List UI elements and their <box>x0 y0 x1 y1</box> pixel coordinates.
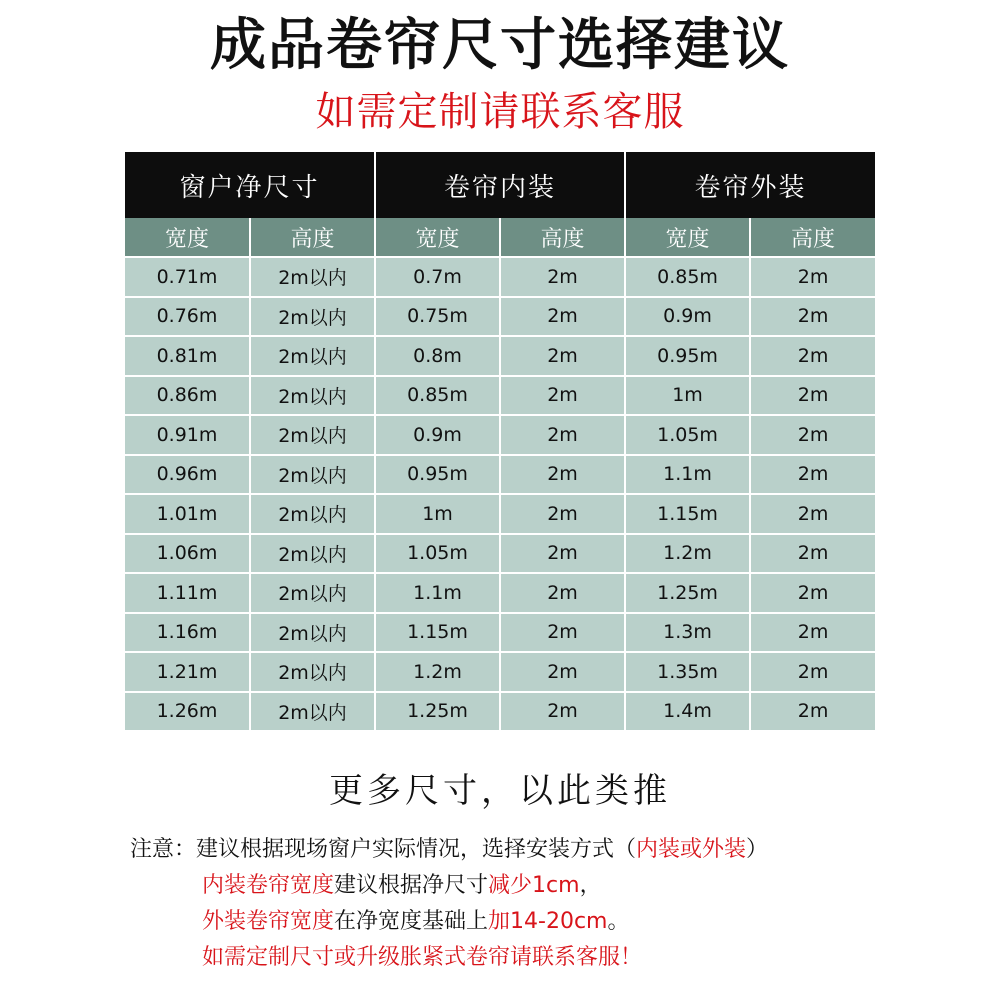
note-line-3-red-1: 外装卷帘宽度 <box>202 909 335 934</box>
table-cell: 2m <box>750 455 875 495</box>
table-cell: 0.95m <box>375 455 500 495</box>
table-cell: 0.81m <box>125 336 250 376</box>
note-line-2-red-2: 减少1cm <box>488 873 580 898</box>
subheader-cell: 宽度 <box>625 218 750 257</box>
table-cell: 2m以内 <box>250 376 375 416</box>
table-row <box>125 534 875 574</box>
table-cell: 0.91m <box>125 415 250 455</box>
table-row <box>125 455 875 495</box>
table-cell: 2m以内 <box>250 415 375 455</box>
table-cell: 0.96m <box>125 455 250 495</box>
table-cell: 2m <box>500 613 625 653</box>
table-cell: 1.05m <box>625 415 750 455</box>
table-cell: 2m <box>750 257 875 297</box>
table-cell: 2m <box>500 534 625 574</box>
table-cell: 2m <box>750 415 875 455</box>
table-cell: 1m <box>625 376 750 416</box>
subheader-cell: 高度 <box>750 218 875 257</box>
note-line-3-red-2: 加14-20cm <box>488 909 608 934</box>
table-cell: 2m <box>750 613 875 653</box>
table-cell: 2m <box>750 652 875 692</box>
table-cell: 2m <box>750 297 875 337</box>
table-cell: 2m以内 <box>250 692 375 731</box>
table-cell: 1.4m <box>625 692 750 731</box>
table-cell: 1.3m <box>625 613 750 653</box>
table-cell: 2m <box>500 692 625 731</box>
table-cell: 2m <box>500 297 625 337</box>
note-line-2-red-1: 内装卷帘宽度 <box>202 873 335 898</box>
table-cell: 1.35m <box>625 652 750 692</box>
group-header-inner-mount: 卷帘内装 <box>375 152 625 218</box>
table-cell: 0.71m <box>125 257 250 297</box>
note-line-2 <box>130 868 890 904</box>
table-cell: 0.86m <box>125 376 250 416</box>
subheader-cell: 宽度 <box>125 218 250 257</box>
table-cell: 0.9m <box>375 415 500 455</box>
table-cell: 2m <box>500 652 625 692</box>
table-cell: 2m以内 <box>250 336 375 376</box>
table-cell: 2m <box>500 415 625 455</box>
table-cell: 1.1m <box>375 573 500 613</box>
note-line-1 <box>130 832 890 868</box>
table-cell: 2m <box>750 534 875 574</box>
table-row <box>125 415 875 455</box>
table-cell: 1.01m <box>125 494 250 534</box>
table-cell: 1.15m <box>625 494 750 534</box>
table-cell: 0.76m <box>125 297 250 337</box>
table-body <box>125 257 875 730</box>
table-cell: 1.21m <box>125 652 250 692</box>
subheader-cell: 高度 <box>250 218 375 257</box>
table-row <box>125 336 875 376</box>
table-cell: 2m <box>500 336 625 376</box>
table-cell: 1m <box>375 494 500 534</box>
table-cell: 2m <box>500 257 625 297</box>
table-cell: 1.25m <box>625 573 750 613</box>
table-cell: 2m以内 <box>250 573 375 613</box>
table-cell: 1.25m <box>375 692 500 731</box>
table-row <box>125 692 875 731</box>
table-cell: 0.7m <box>375 257 500 297</box>
note-line-2-suffix: ， <box>579 873 602 898</box>
table-cell: 2m <box>750 376 875 416</box>
table-row <box>125 573 875 613</box>
custom-order-subtitle: 如需定制请联系客服 <box>315 89 685 135</box>
table-cell: 2m <box>750 573 875 613</box>
table-cell: 1.26m <box>125 692 250 731</box>
table-cell: 0.95m <box>625 336 750 376</box>
more-sizes-text: 更多尺寸，以此类推 <box>329 771 671 811</box>
table-cell: 2m <box>500 494 625 534</box>
notes-block <box>130 832 890 976</box>
note-line-3-mid: 在净宽度基础上 <box>334 909 489 934</box>
table-cell: 1.06m <box>125 534 250 574</box>
table-cell: 2m以内 <box>250 297 375 337</box>
page-title: 成品卷帘尺寸选择建议 <box>210 13 790 78</box>
table-cell: 0.85m <box>375 376 500 416</box>
table-cell: 1.2m <box>375 652 500 692</box>
table-row <box>125 613 875 653</box>
group-header-window: 窗户净尺寸 <box>125 152 375 218</box>
table-cell: 2m <box>500 573 625 613</box>
table-cell: 2m <box>750 692 875 731</box>
table-row <box>125 652 875 692</box>
note-line-1-suffix: ） <box>746 837 769 862</box>
subheader-row <box>125 218 875 257</box>
table-cell: 2m <box>500 455 625 495</box>
table-cell: 0.9m <box>625 297 750 337</box>
note-line-1-red: 内装或外装 <box>636 837 747 862</box>
table-cell: 1.11m <box>125 573 250 613</box>
table-cell: 1.16m <box>125 613 250 653</box>
table-cell: 2m <box>500 376 625 416</box>
table-cell: 2m以内 <box>250 652 375 692</box>
table-cell: 2m <box>750 494 875 534</box>
table-cell: 2m <box>750 336 875 376</box>
table-cell: 1.2m <box>625 534 750 574</box>
table-cell: 0.8m <box>375 336 500 376</box>
table-cell: 2m以内 <box>250 257 375 297</box>
table-row <box>125 257 875 297</box>
table-cell: 0.85m <box>625 257 750 297</box>
note-line-2-mid: 建议根据净尺寸 <box>334 873 489 898</box>
table-cell: 2m以内 <box>250 455 375 495</box>
table-cell: 1.1m <box>625 455 750 495</box>
table-row <box>125 297 875 337</box>
table-cell: 1.15m <box>375 613 500 653</box>
note-line-1-prefix: 注意：建议根据现场窗户实际情况，选择安装方式（ <box>130 837 637 862</box>
table-cell: 2m以内 <box>250 534 375 574</box>
table-row <box>125 494 875 534</box>
table-cell: 2m以内 <box>250 494 375 534</box>
subheader-cell: 宽度 <box>375 218 500 257</box>
note-line-3-suffix: 。 <box>607 909 630 934</box>
size-table <box>125 152 875 730</box>
note-line-3 <box>130 904 890 940</box>
subheader-cell: 高度 <box>500 218 625 257</box>
group-header-row <box>125 152 875 218</box>
table-cell: 2m以内 <box>250 613 375 653</box>
table-cell: 1.05m <box>375 534 500 574</box>
table-cell: 0.75m <box>375 297 500 337</box>
note-line-4: 如需定制尺寸或升级胀紧式卷帘请联系客服！ <box>202 945 643 970</box>
group-header-outer-mount: 卷帘外装 <box>625 152 875 218</box>
table-row <box>125 376 875 416</box>
